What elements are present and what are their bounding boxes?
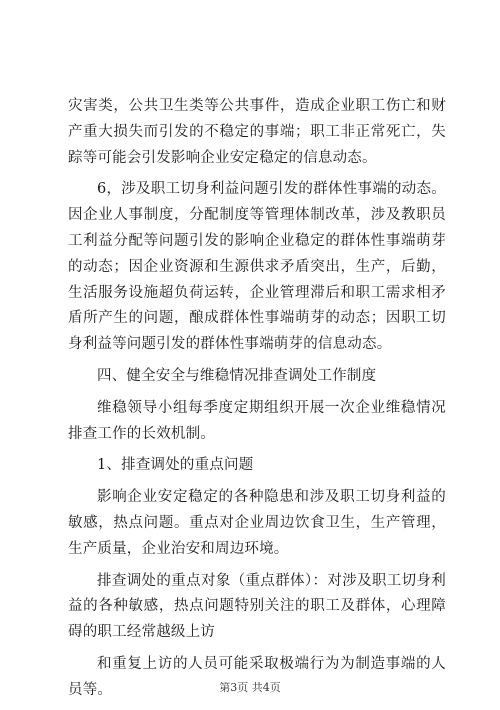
subheading-1: 1、排查调处的重点问题 — [97, 457, 254, 474]
section-heading-4: 四、健全安全与维稳情况排查调处工作制度 — [97, 367, 377, 384]
paragraph-2: 6，涉及职工切身利益问题引发的群体性事端的动态。因企业人事制度，分配制度等管理体制改革，涉及教职员工利益分配等问题引发的影响企业稳定的群体性事端萌芽的动态；因企业资源和生源供求矛盾突出，生产，后勤，生活服务设施超负荷运转，企业管理滞后和职工需求相矛盾所产生的问题，酿成群体性事端萌芽的动态；因职工切身利益等问题引发的群体性事端萌芽的信息动态。 — [68, 181, 446, 353]
paragraph-6: 和重复上访的人员可能采取极端行为为制造事端的人员等。 — [68, 655, 446, 698]
page-number: 第3页 共4页 — [219, 681, 281, 694]
paragraph-4: 影响企业安定稳定的各种隐患和涉及职工切身利益的敏感，热点问题。重点对企业周边饮食卫生，生产管理，生产质量，企业治安和周边环境。 — [68, 489, 446, 557]
page-body — [68, 94, 446, 710]
paragraph-5: 排查调处的重点对象（重点群体）：对涉及职工切身利益的各种敏感，热点问题特别关注的职工及群体，心理障碍的职工经常越级上访 — [68, 572, 446, 641]
paragraph-3: 维稳领导小组每季度定期组织开展一次企业维稳情况排查工作的长效机制。 — [68, 399, 446, 442]
paragraph-1: 灾害类，公共卫生类等公共事件，造成企业职工伤亡和财产重大损失而引发的不稳定的事端；职工非正常死亡，失踪等可能会引发影响企业安定稳定的信息动态。 — [68, 98, 446, 166]
